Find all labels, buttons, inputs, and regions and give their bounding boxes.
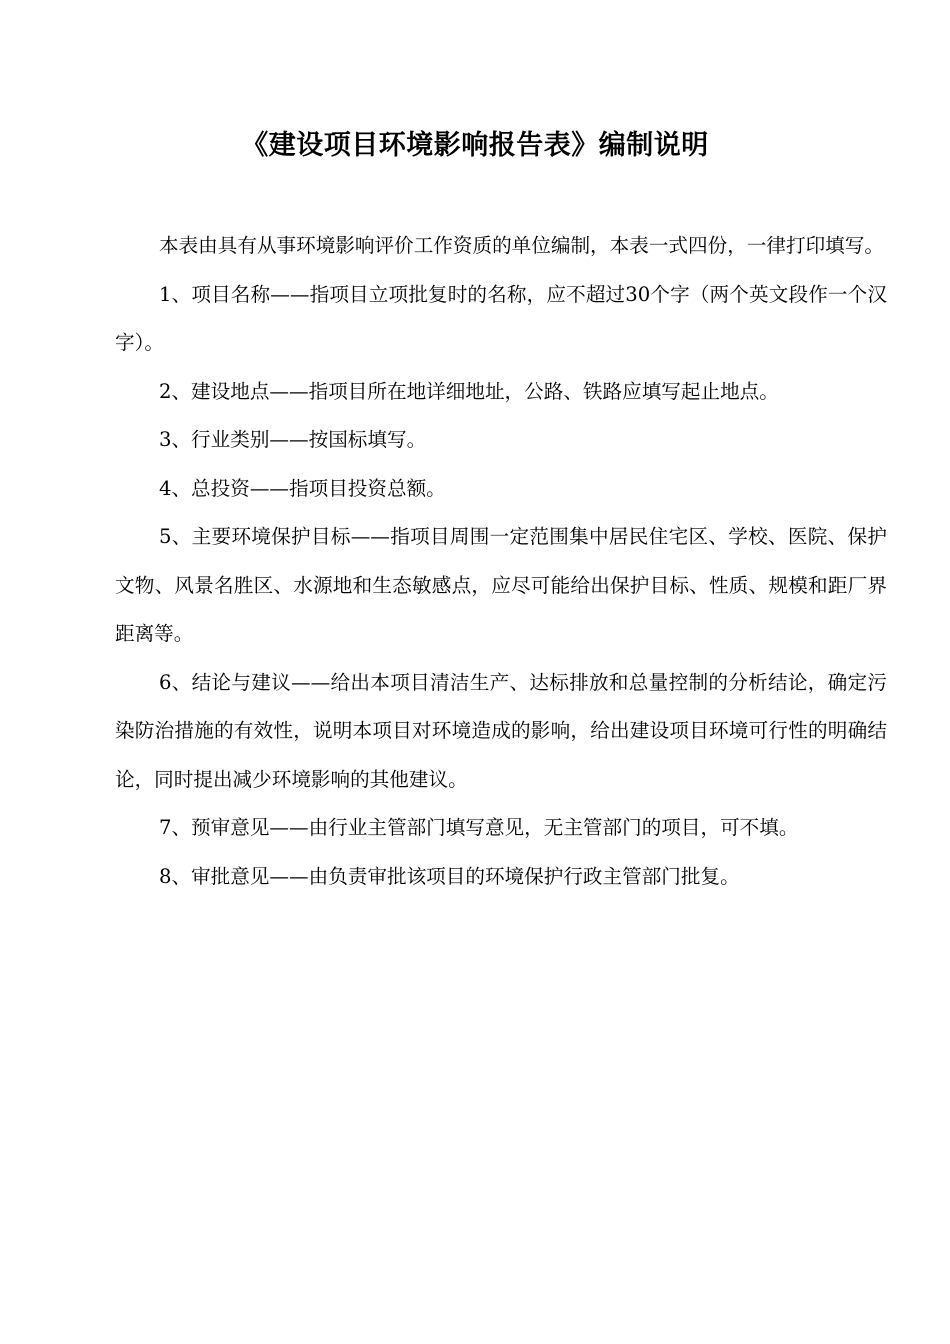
item-paragraph-2: 2、建设地点——指项目所在地详细地址，公路、铁路应填写起止地点。 [159,379,779,403]
item-paragraph-5: 5、主要环境保护目标——指项目周围一定范围集中居民住宅区、学校、医院、保护文物、风景名胜区、水源地和生态敏感点，应尽可能给出保护目标、性质、规模和距厂界距离等。 [115,525,887,645]
item-paragraph-3: 3、行业类别——按国标填写。 [159,428,427,451]
item-paragraph-6: 6、结论与建议——给出本项目清洁生产、达标排放和总量控制的分析结论，确定污染防治措施的有效性，说明本项目对环境造成的影响，给出建设项目环境可行性的明确结论，同时提出减少环境影响的其他建议。 [115,670,887,791]
intro-paragraph: 本表由具有从事环境影响评价工作资质的单位编制，本表一式四份，一律打印填写。 [159,234,884,257]
item-paragraph-4: 4、总投资——指项目投资总额。 [159,476,446,500]
document-body [115,222,887,901]
item-paragraph-8: 8、审批意见——由负责审批该项目的环境保护行政主管部门批复。 [159,864,740,888]
document-title: 《建设项目环境影响报告表》编制说明 [241,130,709,161]
item-paragraph-7: 7、预审意见——由行业主管部门填写意见，无主管部门的项目，可不填。 [159,816,799,839]
item-paragraph-1: 1、项目名称——指项目立项批复时的名称，应不超过30个字（两个英文段作一个汉字）。 [115,282,887,354]
